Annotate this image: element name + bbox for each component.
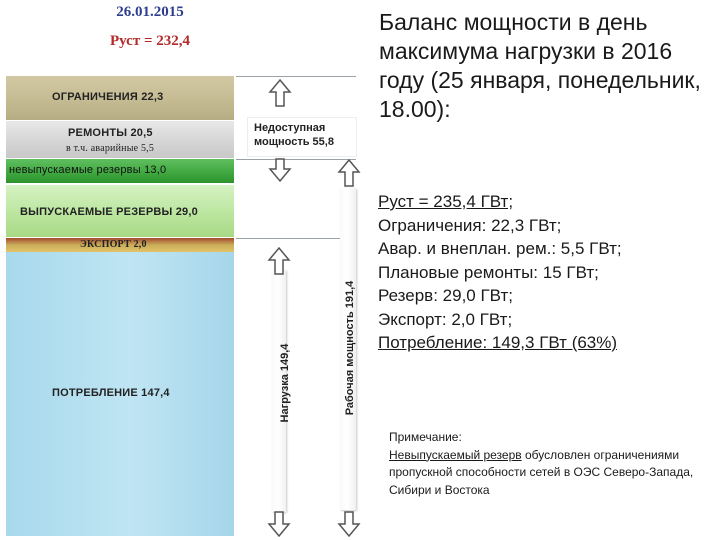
export-segment <box>6 238 234 252</box>
repairs-segment <box>6 121 234 158</box>
load-label: Нагрузка 149,4 <box>279 343 291 423</box>
repairs-emergency-label: в т.ч. аварийные 5,5 <box>66 143 155 154</box>
stat-planned-repairs: Плановые ремонты: 15 ГВт; <box>378 262 599 282</box>
installed-capacity-heading: Руст = 232,4 <box>109 33 191 49</box>
repairs-label: РЕМОНТЫ 20,5 <box>68 127 153 139</box>
working-capacity-label: Рабочая мощность 191,4 <box>344 280 356 416</box>
stat-limits: Ограничения: 22,3 ГВт; <box>378 215 562 235</box>
consumption-label: ПОТРЕБЛЕНИЕ 147,4 <box>52 387 170 399</box>
undispatched-reserve-segment <box>6 159 234 183</box>
stat-reserve: Резерв: 29,0 ГВт; <box>378 286 513 305</box>
guide-line-export <box>236 238 356 239</box>
unavailable-capacity-box <box>248 118 356 156</box>
limits-label: ОГРАНИЧЕНИЯ 22,3 <box>52 91 164 103</box>
arrow-up-icon <box>268 78 292 108</box>
arrow-down-icon <box>268 157 292 183</box>
date-heading: 26.01.2015 <box>116 4 184 20</box>
limits-segment <box>6 76 234 120</box>
stat-emergency-repairs: Авар. и внеплан. рем.: 5,5 ГВт; <box>378 239 622 258</box>
guide-line-top <box>236 76 356 77</box>
note-term: Невыпускаемый резерв <box>389 447 522 462</box>
note-text <box>389 447 709 500</box>
balance-stats-list <box>378 190 716 355</box>
unavailable-capacity-value: мощность 55,8 <box>254 136 334 148</box>
stat-consumption: Потребление: 149,3 ГВт (63%) <box>378 333 618 352</box>
note-body: обусловлен ограничениями пропускной способности сетей в ОЭС Северо-Запада, Сибири и Востока <box>389 447 694 497</box>
note-heading: Примечание: <box>389 430 462 444</box>
dispatched-reserve-segment <box>6 185 234 237</box>
dispatched-reserve-label: ВЫПУСКАЕМЫЕ РЕЗЕРВЫ 29,0 <box>20 206 198 218</box>
undispatched-reserve-label: невыпускаемые резервы 13,0 <box>9 164 167 176</box>
consumption-segment <box>6 252 234 536</box>
unavailable-capacity-label: Недоступная <box>254 122 326 134</box>
stat-export: Экспорт: 2,0 ГВт; <box>378 309 513 329</box>
arrow-up-icon <box>267 246 291 276</box>
arrow-up-icon <box>337 158 361 188</box>
export-label: ЭКСПОРТ 2,0 <box>80 239 147 250</box>
page-title: Баланс мощности в день максимума нагрузки в 2016 году (25 января, понедельник, 18.00): <box>379 9 701 122</box>
note-block <box>389 429 709 499</box>
arrow-down-icon <box>267 510 291 538</box>
stat-installed-capacity: Руст = 235,4 ГВт; <box>378 192 514 211</box>
arrow-down-icon <box>337 510 361 538</box>
